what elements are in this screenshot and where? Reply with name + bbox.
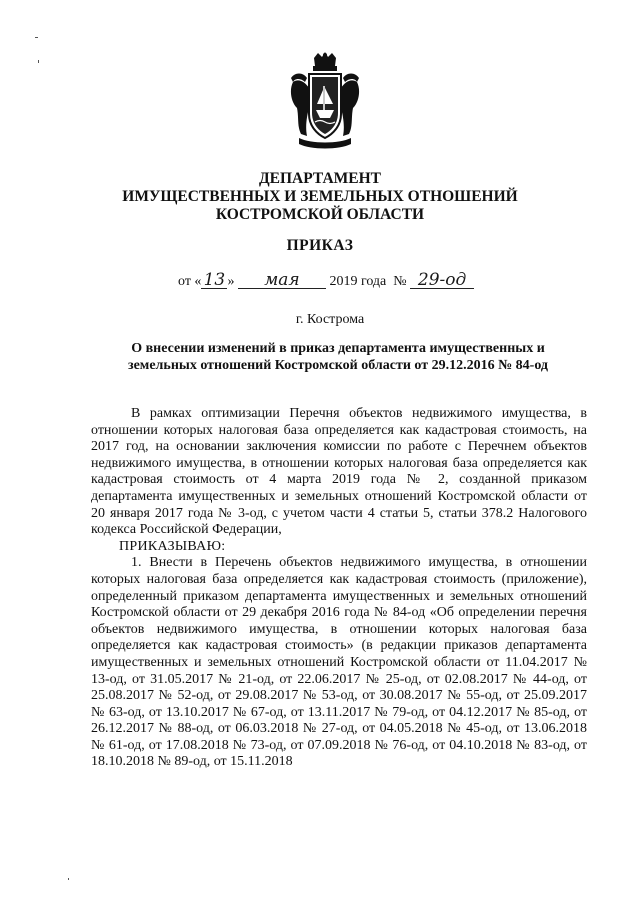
scan-speck [68, 878, 69, 880]
header-line-1: ДЕПАРТАМЕНТ [258, 170, 382, 187]
date-line [178, 272, 474, 290]
preamble-paragraph: В рамках оптимизации Перечня объектов недвижимого имущества, в отношении которых налоговая база определяется как кадастровая стоимость, на 2017 год, на основании заключения комиссии по работе с Перечнем объектов недвижимого имущества, в отношении которых налоговая база определяется как кадастровая стоимость от 4 марта 2019 года № 2, созданной приказом департамента имущественных и земельных отношений Костромской области от 20 января 2017 года № 3-од, с учетом части 4 статьи 5, статьи 378.2 Налогового кодекса Российской Федерации, [91, 406, 587, 538]
subject-line-2: земельных отношений Костромской области от 29.12.2016 № 84-од [127, 358, 549, 373]
number-sign: № [393, 274, 407, 289]
order-subject [88, 340, 588, 374]
subject-line-1: О внесении изменений в приказ департамента имущественных и [131, 341, 545, 356]
order-title: ПРИКАЗ [286, 237, 354, 254]
scan-speck [35, 37, 38, 38]
order-directive: ПРИКАЗЫВАЮ: [119, 538, 226, 554]
header-line-3: КОСТРОМСКОЙ ОБЛАСТИ [215, 206, 425, 223]
coat-of-arms-emblem [287, 52, 363, 152]
date-day-close: » [227, 274, 235, 289]
date-year: 2019 года [329, 274, 387, 289]
city: г. Кострома [295, 312, 365, 327]
order-body [91, 406, 587, 771]
department-header [0, 170, 640, 224]
date-month-handwritten: мая [238, 272, 326, 289]
order-number-handwritten: 29-од [410, 272, 474, 289]
scan-speck [38, 60, 39, 63]
date-day-handwritten: 13 [201, 272, 227, 289]
header-line-2: ИМУЩЕСТВЕННЫХ И ЗЕМЕЛЬНЫХ ОТНОШЕНИЙ [122, 188, 518, 205]
item-1-paragraph: 1. Внести в Перечень объектов недвижимого имущества, в отношении которых налоговая база определяется как кадастровая стоимость (приложение), определенный приказом департамента имущественных и земельных отношений Костромской области от 29 декабря 2016 года № 84-од «Об определении перечня объектов недвижимого имущества, в отношении которых налоговая база определяется как кадастровая стоимость» (в редакции приказов департамента имущественных и земельных отношений Костромской области от 11.04.2017 № 13-од, от 31.05.2017 № 21-од, от 22.06.2017 № 25-од, от 02.08.2017 № 44-од, от 25.08.2017 № 52-од, от 29.08.2017 № 53-од, от 30.08.2017 № 55-од, от 25.09.2017 № 63-од, от 13.10.2017 № 67-од, от 13.11.2017 № 79-од, от 04.12.2017 № 85-од, от 26.12.2017 № 88-од, от 06.03.2018 № 27-од, от 04.05.2018 № 45-од, от 13.06.2018 № 61-од, от 17.08.2018 № 73-од, от 07.09.2018 № 76-од, от 04.10.2018 № 83-од, от 18.10.2018 № 89-од, от 15.11.2018 [91, 555, 587, 770]
date-prefix: от « [178, 274, 202, 289]
